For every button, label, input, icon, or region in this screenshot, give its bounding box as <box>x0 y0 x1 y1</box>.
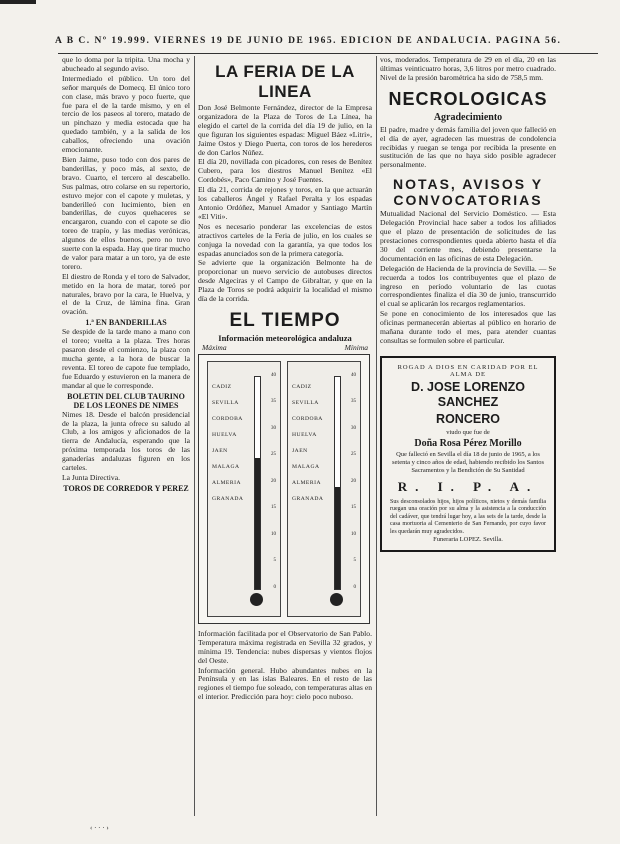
column-necrologicas <box>380 56 556 816</box>
obit-details: Que falleció en Sevilla el día 18 de junio de 1965, a los setenta y cinco años de edad, habiendo recibido los Santos Sacramentos y la Bendición de Su Santidad <box>392 450 544 474</box>
scale-tick-label: 30 <box>351 425 356 431</box>
feria-para: Nos es necesario ponderar las excelencias de estos atractivos carteles de la Feria de julio, en los cuales se conjuga la novedad con la garantía, ya que todos los espadas anunciados son de la primera categoría. <box>198 221 372 258</box>
city-label: SEVILLA <box>212 399 239 406</box>
obit-intro: ROGAD A DIOS EN CARIDAD POR EL ALMA DE <box>397 363 539 378</box>
scale-tick-label: 15 <box>271 505 276 511</box>
min-label: Mínima <box>344 342 368 352</box>
scale-tick-label: 35 <box>271 399 276 405</box>
city-label: CORDOBA <box>292 415 323 422</box>
col1-subhead: TOROS DE CORREDOR Y PEREZ <box>63 483 189 493</box>
agradecimiento-text: El padre, madre y demás familia del joven que falleció en el día de ayer, agradecen las muestras de condolencia recibidas y ruegan se tenga por recibida la presente en sustitución de las que no haya sido posible agradecer personalmente. <box>380 124 556 170</box>
scale-tick-label: 25 <box>271 452 276 458</box>
obituary-box <box>380 356 556 553</box>
nota-para: Se pone en conocimiento de los interesados que las oficinas permanecerán abiertas al público en horario de mañana durante todo el mes, para atender cuantas consultas se formulen sobre el particular. <box>380 309 556 345</box>
scale-tick-label: 0 <box>353 584 356 590</box>
mercury-column <box>255 458 260 589</box>
col3-para: vos, moderados. Temperatura de 29 en el día, 20 en las últimas veinticuatro horas, 3,6 litros por metro cuadrado. Nivel de la presión barométrica ha sido de 758,5 mm. <box>380 56 556 82</box>
column-bullfighting <box>62 56 190 816</box>
col1-para: que lo doma por la tripita. Una mocha y abucheado al segundo aviso. <box>62 56 190 73</box>
scale-tick-label: 0 <box>273 584 276 590</box>
thermometer-figure <box>198 354 370 624</box>
col1-subhead: 1.ª EN BANDERILLAS <box>85 318 167 328</box>
nota-para: Delegación de Hacienda de la provincia de Sevilla. — Se recuerda a todos los contribuyentes que el plazo de ingreso en período voluntario de las cuotas correspondientes finaliza el día 30 de junio, transcurrido el cual se aplicarán los recargos reglamentarios. <box>380 263 556 309</box>
obit-rip: R. I. P. A. <box>397 478 539 494</box>
tiempo-title: EL TIEMPO <box>229 309 341 331</box>
notas-title: NOTAS, AVISOS Y CONVOCATORIAS <box>392 176 544 209</box>
col1-para: Bien Jaime, puso todo con dos pares de banderillas, y poco más, al sexto, de bravo. Cuarto, el tercero al descabello. Sus palmas, otro colarse en su repertorio, estuvo mejor con el capote y muletas, y banderilleó con lucimiento, bien en banderillas, de cuyos quehaceres se encargaron, cuando con el capote se dio toreo de trapío, y las medias verónicas, algunos de ellos buenos, pero no tuvo suerte con la espada. Hay que tirar mucho de valor para matar a un toro, ya de este torero. <box>62 154 190 271</box>
scale-tick-label: 5 <box>273 558 276 564</box>
header-rule <box>58 53 598 54</box>
weather-para: Información general. Hubo abundantes nubes en la Península y en las islas Baleares. En el resto de las regiones el tiempo fue soleado, con temperaturas altas en el interior. Predicción para hoy: cielo poco nuboso. <box>198 665 372 702</box>
city-label: MALAGA <box>212 463 240 470</box>
obit-viudo: viudo que fue de <box>446 428 490 436</box>
scale-tick-label: 25 <box>351 452 356 458</box>
thermometer-bulb <box>250 593 263 606</box>
col1-para: El diestro de Ronda y el toro de Salvador, metido en la hora de matar, toreó por naturales, bravo por la cara, le Huelva, y el de la Cruz, de lámina fina. Gran ovación. <box>62 271 190 317</box>
city-label: GRANADA <box>292 495 324 502</box>
mercury-column <box>335 487 340 589</box>
scale-tick-label: 20 <box>351 478 356 484</box>
scale-tick-label: 5 <box>353 558 356 564</box>
city-label: CADIZ <box>212 383 232 390</box>
col1-para: Se despide de la tarde mano a mano con el toreo; vuelta a la plaza. Tres horas pasaron desde el comienzo, la plaza con mucha gente, a la hora de buscar la reventa. El toreo de capote fue templado, fue Eduardo y estuvieron en la manera de mandar al que le corresponde. <box>62 327 190 390</box>
scale-tick-label: 35 <box>351 399 356 405</box>
city-label: SEVILLA <box>292 399 319 406</box>
city-label: CADIZ <box>292 383 312 390</box>
feria-para: Don José Belmonte Fernández, director de la Empresa organizadora de la Plaza de Toros de La Línea, ha elegido el cartel de la corrida del día 19 de julio, en la que figuran los siguientes espadas: Miguel Báez «Litri», Jaime Ostos y Diego Puerta, con toros de los herederos de don Carlos Núñez. <box>198 103 372 157</box>
min-thermometer <box>287 361 361 617</box>
nota-para: Mutualidad Nacional del Servicio Doméstico. — Esta Delegación Provincial hace saber a todos los afiliados que el plazo de presentación de solicitudes de las prestaciones correspondientes queda abierto hasta el día 30 del corriente mes, debiendo presentarse la documentación en las oficinas de esta Delegación. <box>380 209 556 263</box>
weather-para: Información facilitada por el Observatorio de San Pablo. Temperatura máxima registrada en Sevilla 32 grados, y mínima 19. Tendencia: nubes dispersas y vientos flojos del Oeste. <box>198 628 372 665</box>
scale-tick-label: 10 <box>351 531 356 537</box>
column-feria-tiempo <box>198 56 372 816</box>
obit-funeral-home: Funeraria LOPEZ. Sevilla. <box>433 536 503 544</box>
column-divider <box>194 56 195 816</box>
max-thermometer <box>207 361 281 617</box>
top-corner-mark <box>0 0 36 4</box>
city-label: ALMERIA <box>292 479 321 486</box>
page-header: A B C. Nº 19.999. VIERNES 19 DE JUNIO DE 1965. EDICION DE ANDALUCIA. PAGINA 56. <box>55 36 562 46</box>
city-label: ALMERIA <box>212 479 241 486</box>
city-label: GRANADA <box>212 495 244 502</box>
obit-name: RONCERO <box>436 411 500 426</box>
agradecimiento-heading: Agradecimiento <box>433 111 503 123</box>
feria-para: El día 20, novillada con picadores, con reses de Benítez Cubero, para los diestros Manuel Benítez «El Cordobés», Paco Camino y José Fuentes. <box>198 157 372 185</box>
city-label: HUELVA <box>292 431 317 438</box>
obit-spouse-name: Doña Rosa Pérez Morillo <box>414 437 522 449</box>
scale-tick-label: 15 <box>351 505 356 511</box>
col1-para: La Junta Directiva. <box>62 472 120 482</box>
max-label: Máxima <box>202 342 227 352</box>
col1-para: Intermediado el público. Un toro del señor marqués de Domecq. El único toro con clase, más bravo y poco fuerte, que fue para el de la tarde mismo, y en el tercio de los paseos al torero, matado de un pinchazo y media estocada que ha quedado también, y a la salida de los caballos, ofreciendo una ovación emocionante. <box>62 73 190 155</box>
column-divider <box>376 56 377 816</box>
city-label: CORDOBA <box>212 415 243 422</box>
scale-tick-label: 40 <box>351 372 356 378</box>
club-taurino-heading: BOLETIN DEL CLUB TAURINO DE LOS LEONES DE NIMES <box>67 391 185 410</box>
city-label: JAEN <box>212 447 228 454</box>
scale-tick-label: 10 <box>271 531 276 537</box>
page-footer-marks: ‹ · · · › <box>90 824 109 832</box>
feria-para: Se advierte que la organización Belmonte ha de proporcionar un nuevo servicio de autobuses directos desde Algeciras y el Campo de Gibraltar, y que en la Plaza de Toros se podrá adquirir la localidad el mismo día de la corrida. <box>198 258 372 304</box>
obit-name: D. JOSE LORENZO SANCHEZ <box>411 379 525 409</box>
scale-tick-label: 40 <box>271 372 276 378</box>
scale-tick-label: 30 <box>271 425 276 431</box>
feria-para: El día 21, corrida de rejones y toros, en la que actuarán los caballeros Ángel y Rafael Peralta y los espadas Antonio Ordóñez, Manuel Amador y Santiago Martín «El Viti». <box>198 185 372 221</box>
feria-title: LA FERIA DE LA LINEA <box>215 62 355 101</box>
scale-tick-label: 20 <box>271 478 276 484</box>
city-label: MALAGA <box>292 463 320 470</box>
city-label: HUELVA <box>212 431 237 438</box>
obit-family-text: Sus desconsolados hijos, hijos políticos, nietos y demás familia ruegan una oración por su alma y la asistencia a la conducción del cadáver, que tendrá lugar hoy, a las seis de la tarde, desde la casa mortuoria al Cementerio de San Fernando, por cuyo favor les quedarán muy agradecidos. <box>390 498 546 535</box>
thermometer-bulb <box>330 593 343 606</box>
weather-info-title: Información meteorológica andaluza <box>218 332 352 343</box>
city-label: JAEN <box>292 447 308 454</box>
necrologicas-title: NECROLOGICAS <box>388 88 548 109</box>
col1-para: Nimes 18. Desde el balcón presidencial de la plaza, la junta ofrece su saludo al Club, a los amigos y aficionados de la tierra de Andalucía, esperando que la próxima temporada los toros de las ganaderías andaluzas figuren en los carteles. <box>62 409 190 473</box>
